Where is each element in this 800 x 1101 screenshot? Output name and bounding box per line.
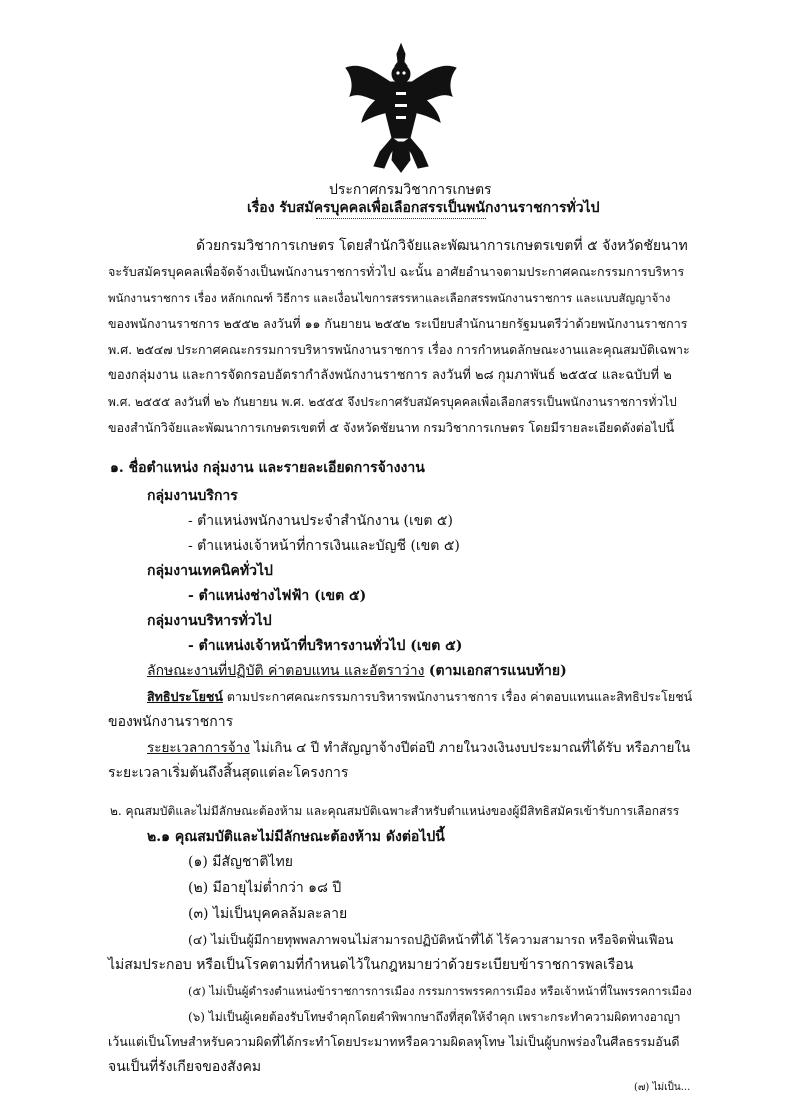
group-admin-item-1: - ตำแหน่งเจ้าหน้าที่บริหารงานทั่วไป (เขต ๕) xyxy=(188,638,463,654)
intro-line-8: ของสำนักวิจัยและพัฒนาการเกษตรเขตที่ ๕ จังหวัดชัยนาท กรมวิชาการเกษตร โดยมีรายละเอียดดังต่อไปนี้ xyxy=(108,420,675,435)
term-text: ไม่เกิน ๔ ปี ทำสัญญาจ้างปีต่อปี ภายในวงเงินงบประมาณที่ได้รับ หรือภายใน xyxy=(249,740,691,756)
term-label: ระยะเวลาการจ้าง xyxy=(147,740,250,756)
group-technical-item-1: - ตำแหน่งช่างไฟฟ้า (เขต ๕) xyxy=(188,588,367,604)
qual-item-1: (๑) มีสัญชาติไทย xyxy=(188,854,293,870)
intro-line-4: ของพนักงานราชการ ๒๕๕๒ ลงวันที่ ๑๑ กันยายน ๒๕๕๒ ระเบียบสำนักนายกรัฐมนตรีว่าด้วยพนักงานราชการ xyxy=(108,316,688,331)
intro-line-2: จะรับสมัครบุคคลเพื่อจัดจ้างเป็นพนักงานราชการทั่วไป ฉะนั้น อาศัยอำนาจตามประกาศคณะกรรมการบริหาร xyxy=(108,264,685,279)
benefit-label: สิทธิประโยชน์ xyxy=(147,689,223,704)
group-service-item-2: - ตำแหน่งเจ้าหน้าที่การเงินและบัญชี (เขต ๕) xyxy=(188,538,460,554)
benefit-text-2: ของพนักงานราชการ xyxy=(108,714,234,730)
qual-item-5: (๕) ไม่เป็นผู้ดำรงตำแหน่งข้าราชการการเมือง กรรมการพรรคการเมือง หรือเจ้าหน้าที่ในพรรคการเมือง xyxy=(188,984,692,998)
continuation-marker: (๗) ไม่เป็น... xyxy=(634,1082,691,1093)
term-line xyxy=(147,739,690,757)
qual-item-6b: เว้นแต่เป็นโทษสำหรับความผิดที่ได้กระทำโดยประมาทหรือความผิดลหุโทษ ไม่เป็นผู้บกพร่องในศีลธรรมอันดี xyxy=(108,1034,680,1049)
nature-label: ลักษณะงานที่ปฏิบัติ ค่าตอบแทน และอัตราว่าง xyxy=(147,663,425,679)
section-2-1-heading: ๒.๑ คุณสมบัติและไม่มีลักษณะต้องห้าม ดังต่อไปนี้ xyxy=(147,829,445,845)
qual-item-4b: ไม่สมประกอบ หรือเป็นโรคตามที่กำหนดไว้ในกฎหมายว่าด้วยระเบียบข้าราชการพลเรือน xyxy=(108,957,634,973)
intro-line-6: ของกลุ่มงาน และการจัดกรอบอัตรากำลังพนักงานราชการ ลงวันที่ ๒๘ กุมภาพันธ์ ๒๕๕๔ และฉบับที่ ๒ xyxy=(108,368,672,383)
qual-item-3: (๓) ไม่เป็นบุคคลล้มละลาย xyxy=(188,906,348,922)
term-text-2: ระยะเวลาเริ่มต้นถึงสิ้นสุดแต่ละโครงการ xyxy=(108,765,349,781)
announcement-title: ประกาศกรมวิชาการเกษตร xyxy=(329,182,492,198)
intro-line-7: พ.ศ. ๒๕๕๕ ลงวันที่ ๒๖ กันยายน พ.ศ. ๒๕๕๕ จึงประกาศรับสมัครบุคคลเพื่อเลือกสรรเป็นพนักงานราชการทั่วไป xyxy=(108,395,677,409)
group-technical: กลุ่มงานเทคนิคทั่วไป xyxy=(147,563,273,579)
section-1-heading: ๑. ชื่อตำแหน่ง กลุ่มงาน และรายละเอียดการจ้างงาน xyxy=(110,460,425,476)
intro-line-1: ด้วยกรมวิชาการเกษตร โดยสำนักวิจัยและพัฒนาการเกษตรเขตที่ ๕ จังหวัดชัยนาท xyxy=(196,238,688,254)
group-service-item-1: - ตำแหน่งพนักงานประจำสำนักงาน (เขต ๕) xyxy=(188,513,453,529)
benefit-text: ตามประกาศคณะกรรมการบริหารพนักงานราชการ เรื่อง ค่าตอบแทนและสิทธิประโยชน์ xyxy=(222,689,693,704)
group-service: กลุ่มงานบริการ xyxy=(147,488,238,504)
qual-item-2: (๒) มีอายุไม่ต่ำกว่า ๑๘ ปี xyxy=(188,880,342,896)
nature-note: (ตามเอกสารแนบท้าย) xyxy=(428,663,567,679)
divider xyxy=(316,218,486,219)
intro-line-5: พ.ศ. ๒๕๔๗ ประกาศคณะกรรมการบริหารพนักงานราชการ เรื่อง การกำหนดลักษณะงานและคุณสมบัติเฉพาะ xyxy=(108,342,690,357)
qual-item-6c: จนเป็นที่รังเกียจของสังคม xyxy=(108,1059,262,1075)
group-admin: กลุ่มงานบริหารทั่วไป xyxy=(147,613,272,629)
nature-line xyxy=(147,662,567,680)
benefit-line xyxy=(147,688,692,706)
section-2-heading: ๒. คุณสมบัติและไม่มีลักษณะต้องห้าม และคุณสมบัติเฉพาะสำหรับตำแหน่งของผู้มีสิทธิสมัครเข้ารับการเลือกสรร xyxy=(110,804,680,818)
announcement-subject: เรื่อง รับสมัครบุคคลเพื่อเลือกสรรเป็นพนักงานราชการทั่วไป xyxy=(247,200,600,216)
garuda-emblem-icon xyxy=(340,42,462,174)
qual-item-4a: (๔) ไม่เป็นผู้มีกายทุพพลภาพจนไม่สามารถปฏิบัติหน้าที่ได้ ไร้ความสามารถ หรือจิตฟั่นเฟือน xyxy=(188,932,674,947)
intro-line-3: พนักงานราชการ เรื่อง หลักเกณฑ์ วิธีการ และเงื่อนไขการสรรหาและเลือกสรรพนักงานราชการ และแบบสัญญาจ้าง xyxy=(108,291,671,305)
qual-item-6a: (๖) ไม่เป็นผู้เคยต้องรับโทษจำคุกโดยคำพิพากษาถึงที่สุดให้จำคุก เพราะกระทำความผิดทางอาญา xyxy=(188,1010,681,1024)
